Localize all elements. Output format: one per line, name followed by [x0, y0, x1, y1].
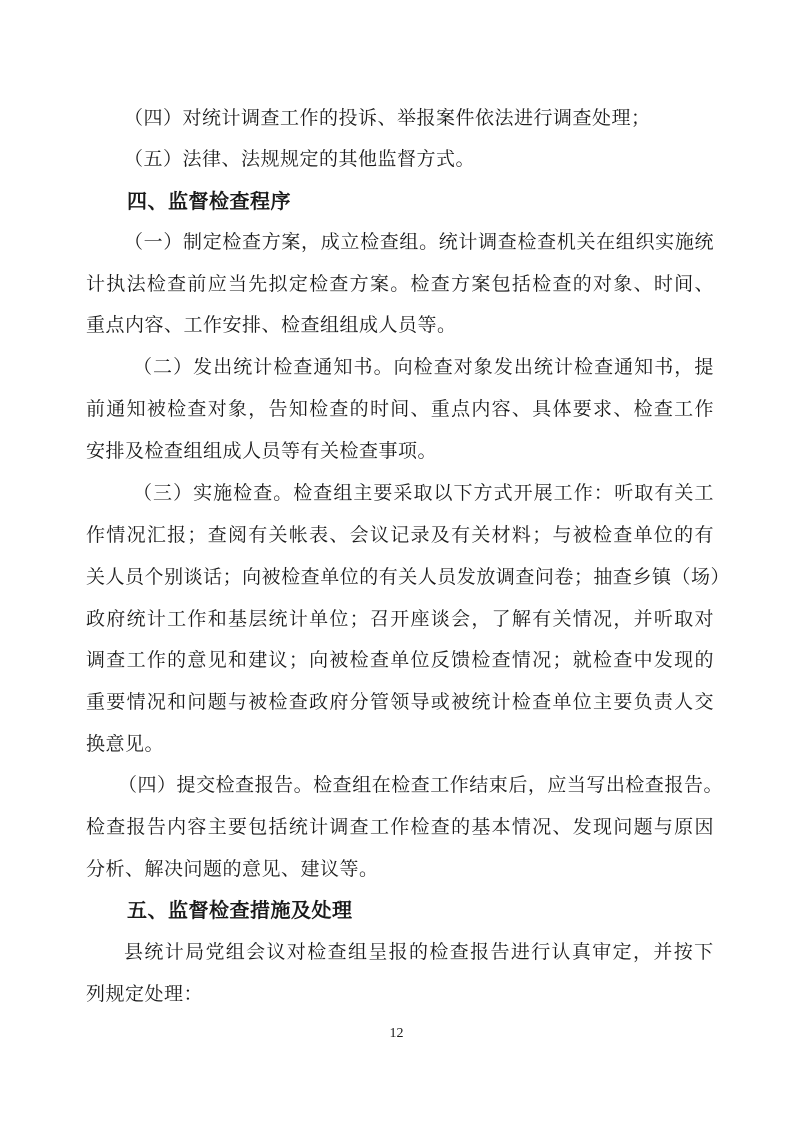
section-heading: 五、监督检查措施及处理	[127, 898, 353, 922]
paragraph-line: 换意见。	[86, 733, 165, 755]
section-heading: 四、监督检查程序	[127, 189, 291, 213]
paragraph-line: 检 查 报 告 内 容 主 要 包 括 统 计 调 查 工 作 检 查 的 基 本 情 况 、 发 现 问 题 与 原 因	[86, 816, 714, 838]
paragraph-line: 重点内容、工作安排、检查组组成人员等。	[86, 314, 457, 336]
paragraph-line: 计 执 法 检 查 前 应 当 先 拟 定 检 查 方 案 。 检 查 方 案 包 括 检 查 的 对 象 、 时 间 、	[86, 273, 714, 295]
paragraph-line: （ 三 ） 实 施 检 查 。 检 查 组 主 要 采 取 以 下 方 式 开 展 工 作 ： 听 取 有 关 工	[133, 482, 714, 504]
paragraph-line: （四）对统计调查工作的投诉、举报案件依法进行调查处理；	[124, 107, 651, 129]
paragraph-line: 前 通 知 被 检 查 对 象 ， 告 知 检 查 的 时 间 、 重 点 内 容 、 具 体 要 求 、 检 查 工 作	[86, 398, 714, 420]
paragraph-line: （ 一 ） 制 定 检 查 方 案 ， 成 立 检 查 组 。 统 计 调 查 检 查 机 关 在 组 织 实 施 统	[124, 231, 714, 253]
paragraph-line: 政 府 统 计 工 作 和 基 层 统 计 单 位 ； 召 开 座 谈 会 ， 了 解 有 关 情 况 ， 并 听 取 对	[86, 608, 714, 630]
paragraph-line: 安排及检查组组成人员等有关检查事项。	[86, 440, 438, 462]
paragraph-line: 县 统 计 局 党 组 会 议 对 检 查 组 呈 报 的 检 查 报 告 进 行 认 真 审 定 ， 并 按 下	[124, 941, 714, 963]
paragraph-line: 调 查 工 作 的 意 见 和 建 议 ； 向 被 检 查 单 位 反 馈 检 查 情 况 ； 就 检 查 中 发 现 的	[86, 649, 714, 671]
paragraph-line: （ 二 ） 发 出 统 计 检 查 通 知 书 。 向 检 查 对 象 发 出 统 计 检 查 通 知 书 ， 提	[133, 356, 714, 378]
paragraph-line: 分析、解决问题的意见、建议等。	[86, 858, 379, 880]
paragraph-line: 关 人 员 个 别 谈 话 ； 向 被 检 查 单 位 的 有 关 人 员 发 放 调 查 问 卷 ； 抽 查 乡 镇 （ 场 ）	[86, 566, 731, 588]
paragraph-line: 作 情 况 汇 报 ； 查 阅 有 关 帐 表 、 会 议 记 录 及 有 关 材 料 ； 与 被 检 查 单 位 的 有	[86, 524, 714, 546]
paragraph-line: 列规定处理：	[86, 983, 204, 1005]
paragraph-line: 重 要 情 况 和 问 题 与 被 检 查 政 府 分 管 领 导 或 被 统 计 检 查 单 位 主 要 负 责 人 交	[86, 691, 714, 713]
paragraph-line: （ 四 ） 提 交 检 查 报 告 。 检 查 组 在 检 查 工 作 结 束 后 ， 应 当 写 出 检 查 报 告 。	[118, 774, 723, 796]
paragraph-line: （五）法律、法规规定的其他监督方式。	[124, 148, 476, 170]
page-number: 12	[389, 1026, 404, 1041]
